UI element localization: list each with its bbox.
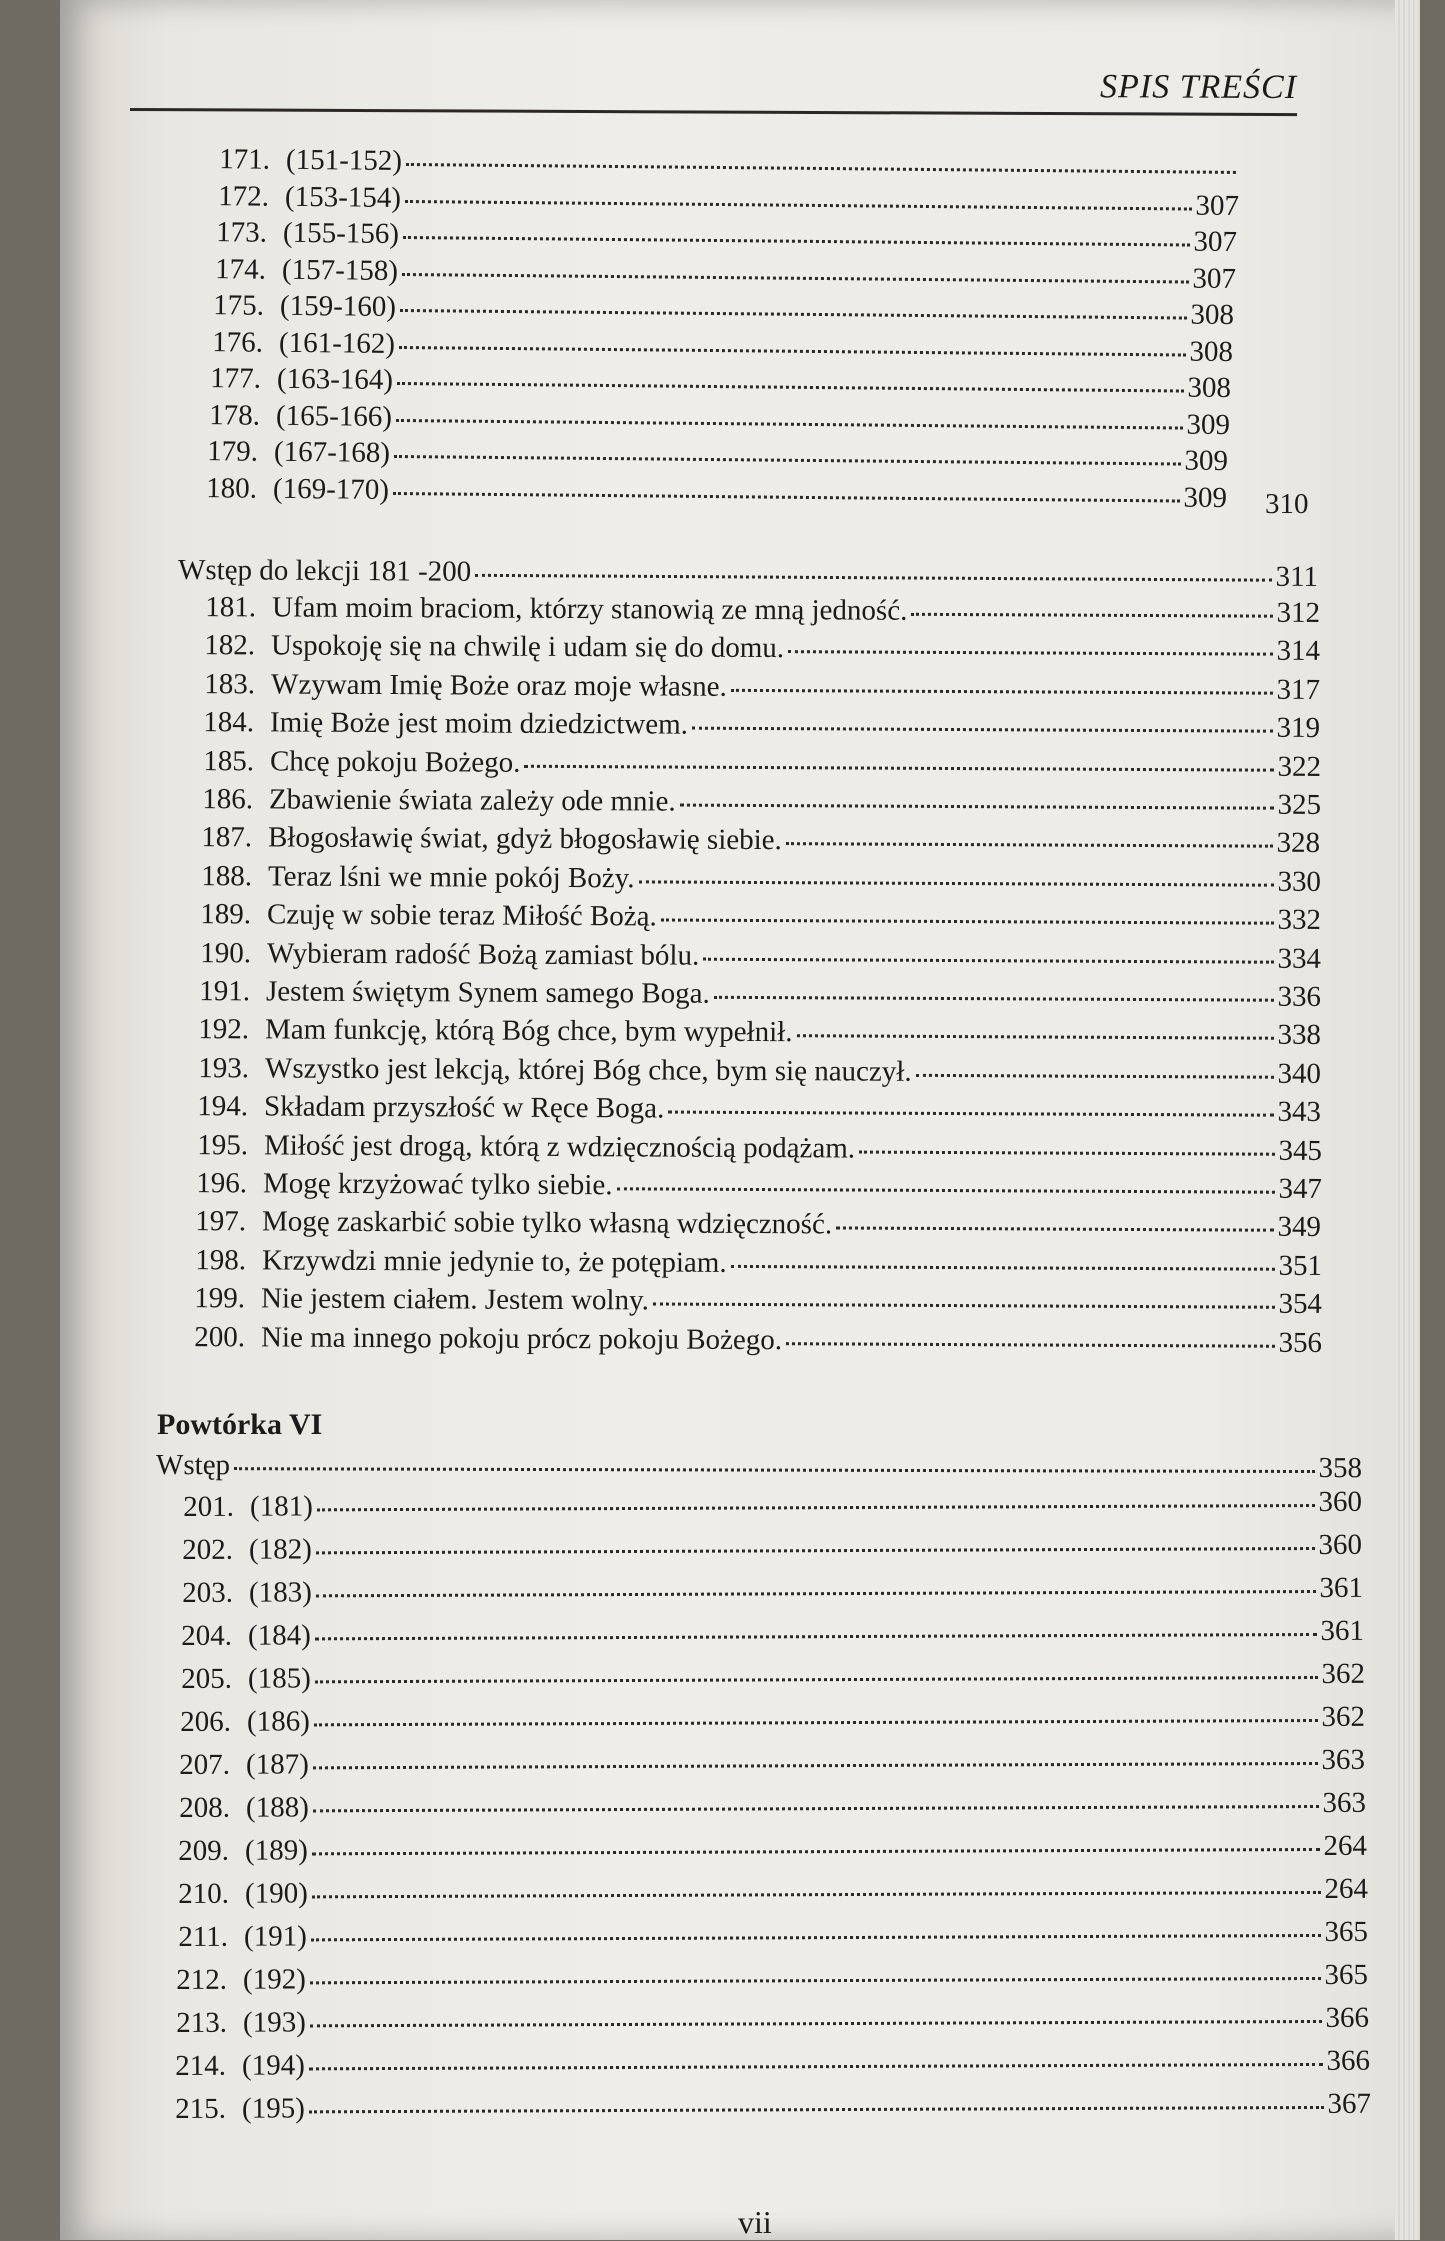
entry-number: 210. bbox=[178, 1877, 230, 1910]
dot-leader bbox=[313, 1805, 1319, 1812]
entry-title: Wstęp bbox=[155, 1449, 231, 1482]
entry-title: (183) bbox=[248, 1576, 312, 1609]
dot-leader bbox=[788, 651, 1272, 657]
entry-number: 183. bbox=[204, 667, 256, 701]
entry-title: Uspokoję się na chwilę i udam się do domu. bbox=[270, 629, 785, 665]
entry-title: (189) bbox=[244, 1834, 308, 1867]
entry-page: 264 bbox=[1324, 1872, 1369, 1905]
dot-leader bbox=[661, 919, 1274, 925]
dot-leader bbox=[316, 1547, 1315, 1554]
toc-entry bbox=[181, 1166, 1322, 1206]
dot-leader bbox=[402, 272, 1189, 283]
dot-leader bbox=[315, 1676, 1318, 1683]
toc-entry bbox=[164, 2044, 1370, 2083]
entry-title: Ufam moim braciom, którzy stanowią ze mną jedność. bbox=[271, 591, 908, 627]
toc-entry bbox=[189, 628, 1320, 668]
entry-title: (186) bbox=[246, 1705, 310, 1738]
entry-page: 308 bbox=[1189, 335, 1234, 368]
dot-leader bbox=[731, 689, 1273, 695]
toc-entry bbox=[170, 1614, 1364, 1653]
entry-page: 330 bbox=[1277, 865, 1322, 898]
entry-number: 212. bbox=[176, 1963, 228, 1996]
toc-entry bbox=[186, 820, 1320, 860]
entry-page: 309 bbox=[1184, 444, 1229, 477]
entry-page: 366 bbox=[1325, 2001, 1370, 2034]
entry-title: Wzywam Imię Boże oraz moje własne. bbox=[270, 668, 727, 703]
toc-entry bbox=[197, 215, 1237, 259]
toc-entry bbox=[167, 1829, 1367, 1868]
entry-title: Jestem świętym Synem samego Boga. bbox=[265, 975, 710, 1010]
dot-leader bbox=[396, 418, 1183, 429]
dot-leader bbox=[916, 1074, 1274, 1079]
entry-title: Miłość jest drogą, którą z wdzięcznością podążam. bbox=[263, 1129, 856, 1165]
entry-number: 188. bbox=[201, 859, 253, 893]
entry-number: 194. bbox=[197, 1090, 249, 1123]
toc-entry bbox=[191, 361, 1231, 405]
entry-page: 360 bbox=[1318, 1485, 1363, 1518]
dot-leader bbox=[616, 1187, 1274, 1193]
entry-title: (151-152) bbox=[285, 143, 403, 177]
dot-leader bbox=[314, 1719, 1318, 1726]
entry-title: (167-168) bbox=[273, 435, 391, 469]
entry-page: 367 bbox=[1327, 2087, 1372, 2120]
toc-entry bbox=[170, 1657, 1365, 1696]
entry-number: 174. bbox=[215, 252, 267, 286]
toc-entry bbox=[180, 1204, 1321, 1244]
entry-number: 178. bbox=[209, 398, 261, 432]
entry-page: 349 bbox=[1277, 1211, 1322, 1244]
dot-leader bbox=[680, 804, 1274, 810]
toc-entry bbox=[182, 1089, 1321, 1129]
entry-page: 340 bbox=[1277, 1057, 1322, 1090]
dot-leader bbox=[731, 1265, 1275, 1271]
entry-number: 181. bbox=[205, 591, 257, 624]
dot-leader bbox=[310, 1977, 1321, 1984]
entry-number: 211. bbox=[178, 1920, 229, 1953]
entry-number: 191. bbox=[199, 975, 251, 1008]
entry-title: Czuję w sobie teraz Miłość Bożą. bbox=[266, 898, 657, 933]
entry-number: 192. bbox=[198, 1013, 250, 1046]
toc-entry bbox=[184, 974, 1321, 1014]
entry-page: 309 bbox=[1183, 481, 1228, 514]
dot-leader bbox=[796, 1035, 1273, 1040]
dot-leader bbox=[309, 2106, 1324, 2113]
dot-leader bbox=[786, 843, 1273, 849]
entry-title: Teraz lśni we mnie pokój Boży. bbox=[267, 860, 635, 895]
toc-entry bbox=[172, 1485, 1362, 1524]
toc-entry bbox=[185, 936, 1321, 976]
dot-leader bbox=[524, 764, 1273, 771]
entry-title: Wstęp do lekcji 181 -200 bbox=[177, 554, 472, 588]
entry-title: Chcę pokoju Bożego. bbox=[269, 745, 521, 779]
dot-leader bbox=[309, 2063, 1323, 2070]
entry-title: Składam przyszłość w Ręce Boga. bbox=[263, 1090, 665, 1125]
entry-page: 328 bbox=[1276, 827, 1321, 860]
entry-page: 309 bbox=[1186, 408, 1231, 441]
toc-entry bbox=[179, 1320, 1322, 1360]
entry-page: 365 bbox=[1324, 1958, 1369, 1991]
dot-leader bbox=[653, 1303, 1275, 1309]
entry-page: 307 bbox=[1195, 189, 1240, 222]
entry-title: (165-166) bbox=[275, 399, 393, 433]
toc-entry bbox=[171, 1571, 1363, 1610]
entry-number: 193. bbox=[198, 1051, 250, 1085]
entry-page: 307 bbox=[1193, 225, 1238, 258]
dot-leader bbox=[310, 2020, 1322, 2027]
dot-leader bbox=[836, 1227, 1273, 1232]
dot-leader bbox=[714, 996, 1274, 1002]
toc-entry bbox=[168, 1743, 1365, 1782]
entry-page: 308 bbox=[1187, 371, 1232, 404]
entry-title: (157-158) bbox=[281, 253, 399, 287]
entry-title: (195) bbox=[241, 2092, 305, 2125]
entry-title: (181) bbox=[249, 1490, 313, 1523]
entry-page: 365 bbox=[1324, 1915, 1369, 1948]
toc-entry bbox=[164, 2087, 1371, 2126]
entry-title: Mogę krzyżować tylko siebie. bbox=[262, 1167, 613, 1202]
entry-title: Błogosławię świat, gdyż błogosławię siebie. bbox=[267, 821, 782, 857]
entry-number: 176. bbox=[212, 325, 264, 359]
dot-leader bbox=[316, 1590, 1316, 1597]
entry-title: (169-170) bbox=[272, 472, 390, 506]
entry-page: 362 bbox=[1321, 1657, 1366, 1690]
entry-title: (188) bbox=[245, 1791, 309, 1824]
dot-leader bbox=[859, 1150, 1274, 1155]
entry-number: 190. bbox=[200, 936, 252, 969]
entry-number: 182. bbox=[204, 629, 256, 662]
entry-page: 356 bbox=[1278, 1326, 1323, 1359]
entry-number: 215. bbox=[175, 2092, 227, 2125]
entry-page: 312 bbox=[1276, 596, 1321, 629]
entry-number: 206. bbox=[180, 1705, 232, 1738]
entry-title: Imię Boże jest moim dziedzictwem. bbox=[269, 706, 689, 741]
entry-number: 185. bbox=[203, 744, 255, 777]
toc-entry bbox=[183, 1012, 1321, 1052]
entry-page: 347 bbox=[1278, 1172, 1323, 1205]
entry-page: 308 bbox=[1190, 298, 1235, 331]
entry-title: Nie jestem ciałem. Jestem wolny. bbox=[260, 1282, 649, 1317]
dot-leader bbox=[668, 1111, 1273, 1117]
dot-leader bbox=[786, 1342, 1274, 1348]
entry-page: 336 bbox=[1277, 980, 1322, 1013]
entry-number: 199. bbox=[194, 1282, 246, 1315]
entry-title: (155-156) bbox=[282, 216, 400, 250]
entry-page: 360 bbox=[1318, 1528, 1363, 1561]
entry-number: 197. bbox=[195, 1205, 247, 1238]
toc-entry bbox=[200, 142, 1240, 186]
entry-number: 213. bbox=[176, 2006, 228, 2039]
entry-page: 345 bbox=[1278, 1134, 1323, 1167]
entry-page: 361 bbox=[1320, 1614, 1365, 1647]
toc-entry bbox=[171, 1528, 1362, 1567]
dot-leader bbox=[911, 613, 1272, 618]
entry-number: 173. bbox=[216, 216, 268, 249]
entry-title: (153-154) bbox=[284, 180, 402, 214]
entry-number: 179. bbox=[207, 435, 259, 468]
dot-leader bbox=[394, 455, 1181, 466]
toc-entry bbox=[187, 782, 1321, 822]
toc-entry bbox=[190, 590, 1320, 630]
entry-page: 264 bbox=[1323, 1829, 1368, 1862]
entry-page: 307 bbox=[1192, 262, 1237, 295]
entry-title: Nie ma innego pokoju prócz pokoju Bożego. bbox=[260, 1321, 783, 1356]
entry-title: Wybieram radość Bożą zamiast bólu. bbox=[266, 937, 700, 972]
entry-title: (187) bbox=[245, 1748, 309, 1781]
dot-leader bbox=[703, 957, 1273, 963]
entry-page: 366 bbox=[1326, 2044, 1371, 2077]
dot-leader bbox=[403, 236, 1190, 247]
entry-title: Wszystko jest lekcją, której Bóg chce, bym się nauczył. bbox=[264, 1052, 912, 1088]
entry-number: 186. bbox=[202, 783, 254, 816]
dot-leader bbox=[313, 1762, 1318, 1769]
toc-entry bbox=[188, 434, 1228, 478]
entry-number: 195. bbox=[197, 1128, 249, 1161]
toc-entry bbox=[189, 667, 1320, 707]
entry-number: 203. bbox=[182, 1576, 234, 1609]
dot-leader bbox=[312, 1891, 1321, 1898]
dot-leader bbox=[406, 163, 1236, 174]
entry-title: Krzywdzi mnie jedynie to, że potępiam. bbox=[261, 1244, 727, 1279]
toc-entry bbox=[187, 471, 1227, 515]
dot-leader bbox=[317, 1504, 1315, 1511]
running-title: SPIS TREŚCI bbox=[1099, 68, 1298, 107]
entry-page: 362 bbox=[1321, 1700, 1366, 1733]
dot-leader bbox=[312, 1848, 1320, 1855]
dot-leader bbox=[234, 1467, 1314, 1473]
entry-number: 196. bbox=[196, 1167, 248, 1200]
entry-page: 317 bbox=[1276, 673, 1321, 706]
toc-entry bbox=[168, 1786, 1366, 1825]
dot-leader bbox=[692, 727, 1273, 733]
dot-leader bbox=[397, 382, 1184, 393]
entry-number: 202. bbox=[182, 1533, 234, 1566]
entry-title: (191) bbox=[243, 1920, 307, 1953]
entry-number: 172. bbox=[218, 179, 270, 213]
entry-number: 208. bbox=[179, 1791, 231, 1824]
toc-entry bbox=[183, 1051, 1321, 1091]
entry-page: 361 bbox=[1319, 1571, 1364, 1604]
toc-entry bbox=[167, 1872, 1368, 1911]
entry-page: 314 bbox=[1276, 635, 1321, 668]
toc-entry bbox=[165, 2001, 1369, 2040]
entry-page: 354 bbox=[1278, 1287, 1323, 1321]
dot-leader bbox=[400, 309, 1187, 320]
page-number: vii bbox=[738, 2204, 772, 2240]
entry-page: 332 bbox=[1277, 903, 1322, 937]
toc-entry bbox=[180, 1243, 1322, 1283]
entry-page: 310 bbox=[1265, 488, 1309, 520]
dot-leader bbox=[393, 491, 1180, 502]
entry-number: 187. bbox=[201, 821, 253, 854]
entry-number: 200. bbox=[194, 1320, 246, 1353]
dot-leader bbox=[311, 1934, 1321, 1941]
toc-entry bbox=[188, 744, 1321, 784]
toc-entry bbox=[194, 288, 1234, 332]
dot-leader bbox=[315, 1633, 1317, 1640]
entry-page: 363 bbox=[1321, 1743, 1366, 1776]
toc-intro bbox=[156, 1448, 1362, 1485]
entry-title: Mam funkcję, którą Bóg chce, bym wypełnił. bbox=[264, 1013, 793, 1049]
entry-page: 351 bbox=[1278, 1249, 1323, 1282]
entry-title: (159-160) bbox=[279, 289, 397, 323]
entry-number: 171. bbox=[219, 143, 271, 176]
entry-page: 338 bbox=[1277, 1019, 1322, 1052]
entry-number: 180. bbox=[206, 471, 258, 505]
entry-page: 311 bbox=[1275, 560, 1319, 593]
section-heading: Powtórka VI bbox=[157, 1408, 323, 1441]
entry-page: 343 bbox=[1277, 1095, 1322, 1129]
toc-entry bbox=[185, 897, 1321, 937]
entry-number: 205. bbox=[181, 1662, 233, 1695]
entry-number: 198. bbox=[195, 1243, 247, 1277]
entry-title: (163-164) bbox=[276, 362, 394, 396]
entry-title: (192) bbox=[242, 1963, 306, 1996]
entry-page: 322 bbox=[1277, 750, 1322, 783]
entry-page: 319 bbox=[1276, 711, 1321, 745]
entry-title: (190) bbox=[244, 1877, 308, 1910]
entry-title: (184) bbox=[247, 1619, 311, 1652]
entry-title: (193) bbox=[242, 2006, 306, 2039]
dot-leader bbox=[405, 199, 1192, 210]
entry-title: (185) bbox=[247, 1662, 311, 1695]
dot-leader bbox=[475, 574, 1271, 582]
entry-title: (194) bbox=[241, 2049, 305, 2082]
entry-number: 189. bbox=[200, 898, 252, 931]
toc-entry bbox=[166, 1915, 1368, 1954]
entry-title: (182) bbox=[248, 1533, 312, 1566]
entry-page: 358 bbox=[1318, 1452, 1363, 1485]
entry-number: 175. bbox=[213, 289, 265, 322]
entry-number: 214. bbox=[175, 2049, 227, 2082]
entry-number: 201. bbox=[183, 1490, 235, 1523]
entry-number: 177. bbox=[210, 362, 262, 395]
entry-number: 209. bbox=[178, 1834, 230, 1867]
entry-page: 363 bbox=[1322, 1786, 1367, 1819]
entry-page: 334 bbox=[1277, 942, 1322, 975]
entry-number: 204. bbox=[181, 1619, 233, 1652]
toc-entry bbox=[179, 1281, 1322, 1321]
toc-entry bbox=[186, 859, 1321, 899]
toc-entry bbox=[182, 1128, 1322, 1168]
toc-entry bbox=[169, 1700, 1365, 1739]
toc-entry bbox=[165, 1958, 1368, 1997]
entry-number: 207. bbox=[179, 1748, 231, 1781]
entry-number: 184. bbox=[203, 706, 255, 739]
dot-leader bbox=[399, 345, 1186, 356]
dot-leader bbox=[639, 880, 1274, 886]
entry-title: (161-162) bbox=[278, 326, 396, 360]
entry-page: 325 bbox=[1277, 788, 1322, 821]
toc-intro bbox=[178, 553, 1318, 594]
toc-entry bbox=[188, 705, 1320, 745]
entry-title: Mogę zaskarbić sobie tylko własną wdzięczność. bbox=[261, 1205, 833, 1241]
entry-title: Zbawienie świata zależy ode mnie. bbox=[268, 783, 676, 818]
